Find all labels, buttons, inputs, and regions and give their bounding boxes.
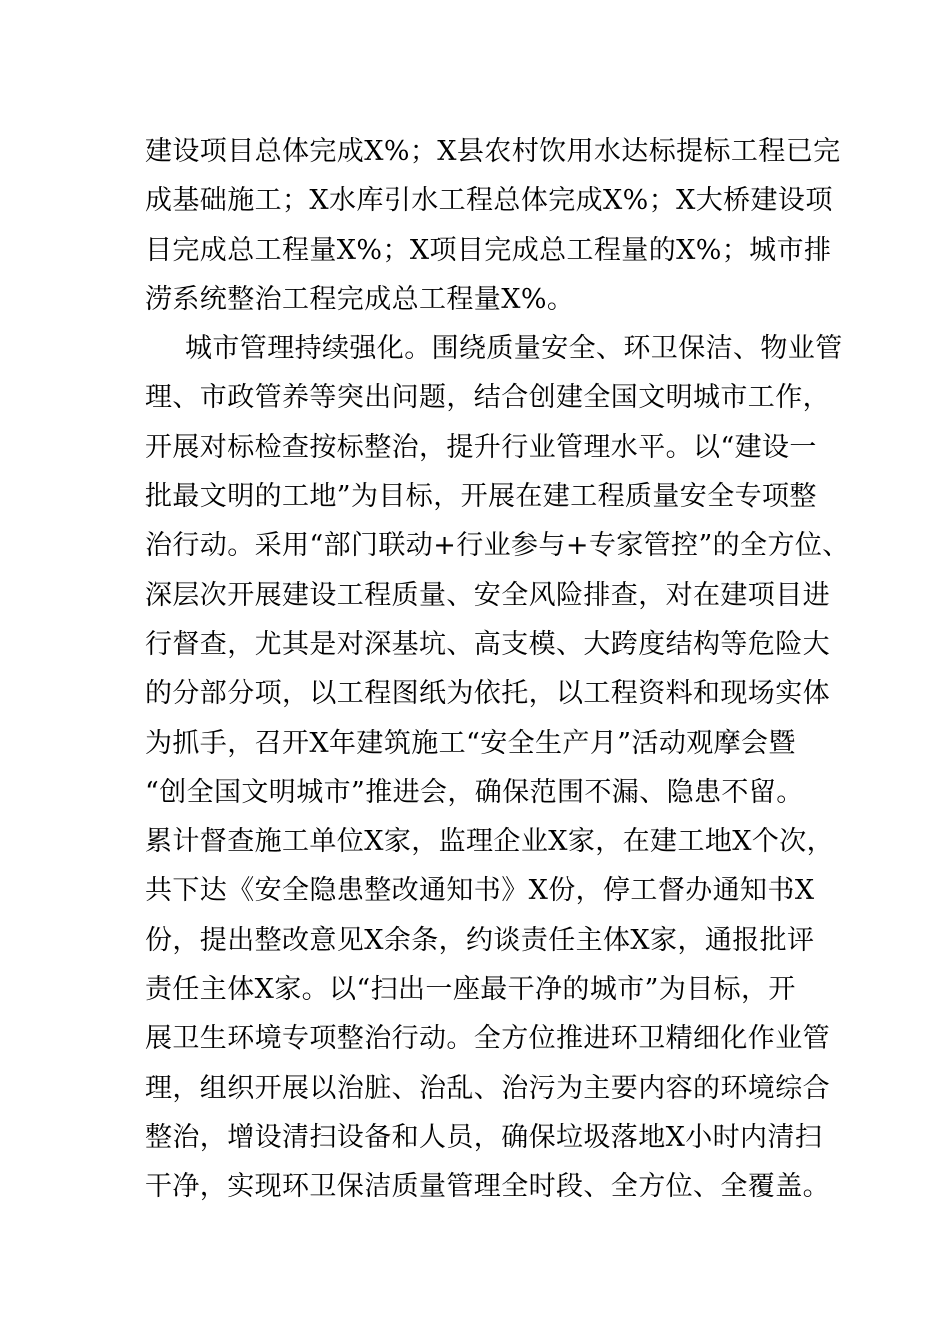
- text-line: 批最文明的工地”为目标，开展在建工程质量安全专项整: [145, 481, 817, 513]
- text-line: 治行动。采用“部门联动+行业参与+专家管控”的全方位、: [145, 530, 850, 562]
- text-line: 目完成总工程量X%；X项目完成总工程量的X%；城市排: [145, 234, 832, 266]
- text-line: 展卫生环境专项整治行动。全方位推进环卫精细化作业管: [145, 1023, 830, 1055]
- text-line: 成基础施工；X水库引水工程总体完成X%；X大桥建设项: [145, 185, 833, 217]
- text-line: 份，提出整改意见X余条，约谈责任主体X家，通报批评: [145, 924, 815, 956]
- text-line: 建设项目总体完成X%；X县农村饮用水达标提标工程已完: [145, 136, 841, 167]
- text-line: 开展对标检查按标整治，提升行业管理水平。以“建设一: [145, 431, 817, 463]
- text-line-first: 城市管理持续强化。围绕质量安全、环卫保洁、物业管: [185, 333, 843, 365]
- text-line: 的分部分项，以工程图纸为依托，以工程资料和现场实体: [145, 678, 830, 710]
- text-line: 共下达《安全隐患整改通知书》X份，停工督办通知书X: [145, 875, 815, 907]
- text-line: 干净，实现环卫保洁质量管理全时段、全方位、全覆盖。: [145, 1171, 830, 1203]
- text-line: 理、市政管养等突出问题，结合创建全国文明城市工作，: [145, 382, 830, 414]
- text-line: 责任主体X家。以“扫出一座最干净的城市”为目标，开: [145, 974, 796, 1006]
- paragraph-2: [145, 324, 850, 1211]
- text-line: 理，组织开展以治脏、治乱、治污为主要内容的环境综合: [145, 1072, 830, 1104]
- text-line: “创全国文明城市”推进会，确保范围不漏、隐患不留。: [145, 776, 804, 808]
- text-line: 行督查，尤其是对深基坑、高支模、大跨度结构等危险大: [145, 628, 830, 660]
- text-line: 为抓手，召开X年建筑施工“安全生产月”活动观摩会暨: [145, 727, 796, 759]
- text-line: 整治，增设清扫设备和人员，确保垃圾落地X小时内清扫: [145, 1121, 823, 1153]
- paragraph-1: [145, 127, 841, 324]
- text-line: 累计督查施工单位X家，监理企业X家，在建工地X个次，: [145, 826, 835, 858]
- document-body: [145, 127, 850, 1212]
- text-line: 涝系统整治工程完成总工程量X%。: [145, 283, 575, 315]
- text-line: 深层次开展建设工程质量、安全风险排查，对在建项目进: [145, 579, 830, 611]
